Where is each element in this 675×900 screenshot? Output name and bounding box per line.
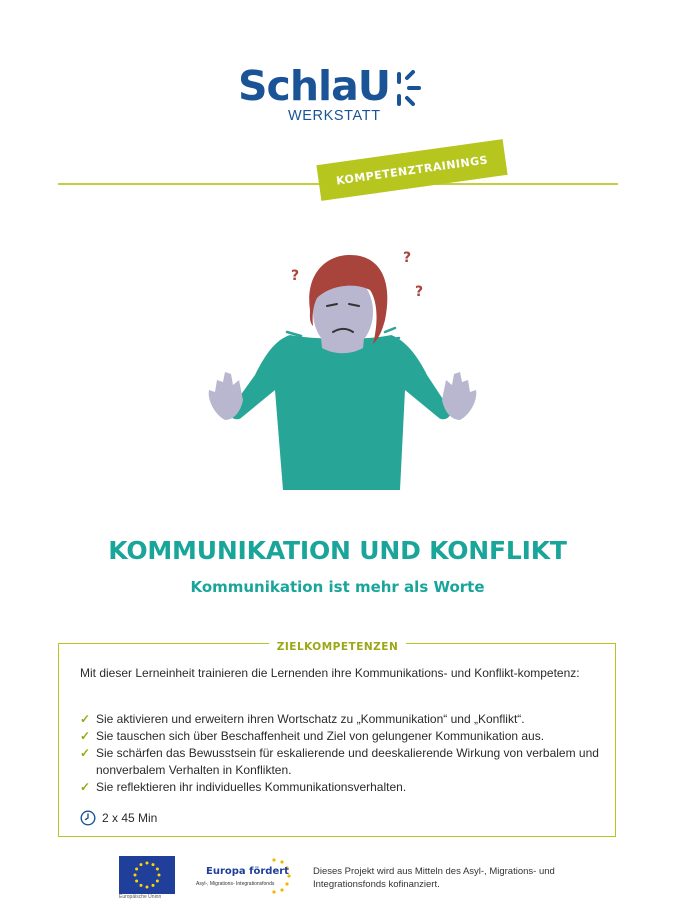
- category-banner-label: KOMPETENZTRAININGS: [335, 152, 489, 188]
- svg-text:?: ?: [403, 250, 412, 266]
- competences-list: [80, 711, 600, 796]
- eu-flag-icon: [119, 856, 175, 894]
- page-subtitle: Kommunikation ist mehr als Worte: [190, 578, 485, 596]
- check-icon: ✓: [80, 712, 91, 726]
- eu-caption: Europäische Union: [119, 894, 162, 900]
- duration-text: 2 x 45 Min: [102, 811, 158, 825]
- duration-row: [80, 810, 157, 826]
- logo-burst-icon: [393, 70, 433, 112]
- competences-label: ZIELKOMPETENZEN: [269, 641, 407, 653]
- page-title: KOMMUNIKATION UND KONFLIKT: [108, 536, 567, 565]
- category-banner: [316, 139, 507, 201]
- svg-text:?: ?: [291, 268, 300, 284]
- list-item: ✓ Sie tauschen sich über Beschaffenheit und Ziel von gelungener Kommunikation aus.: [80, 729, 545, 743]
- schlau-logo: [230, 62, 450, 132]
- funding-notice: Dieses Projekt wird aus Mitteln des Asyl-, Migrations- und Integrationsfonds kofinanziert.: [313, 866, 555, 890]
- check-icon: ✓: [80, 780, 91, 794]
- list-item: ✓ Sie reflektieren ihr individuelles Kommunikationsverhalten.: [80, 780, 407, 794]
- confused-person-illustration: [195, 240, 490, 500]
- competences-intro: Mit dieser Lerneinheit trainieren die Lernenden ihre Kommunikations- und Konflikt-kompetenz:: [80, 666, 580, 680]
- europa-subtitle: Asyl-, Migrations- Integrationsfonds: [196, 881, 275, 887]
- check-icon: ✓: [80, 729, 91, 743]
- logo-wordmark: SchlaU: [238, 62, 391, 110]
- list-item: ✓ Sie schärfen das Bewusstsein für eskalierende und deeskalierende Wirkung von verbalem und nonverbalem Verhalten in Konflikten.: [80, 746, 599, 777]
- list-item: ✓ Sie aktivieren und erweitern ihren Wortschatz zu „Kommunikation“ und „Konflikt“.: [80, 712, 525, 726]
- competences-label-row: [0, 635, 675, 654]
- eu-stars-icon: [119, 856, 175, 894]
- svg-text:?: ?: [415, 284, 424, 300]
- europa-foerdert-logo: [196, 856, 298, 896]
- check-icon: ✓: [80, 746, 91, 760]
- logo-subtitle: WERKSTATT: [288, 108, 381, 124]
- europa-title: Europa fördert: [206, 866, 289, 877]
- clock-icon: [80, 810, 96, 826]
